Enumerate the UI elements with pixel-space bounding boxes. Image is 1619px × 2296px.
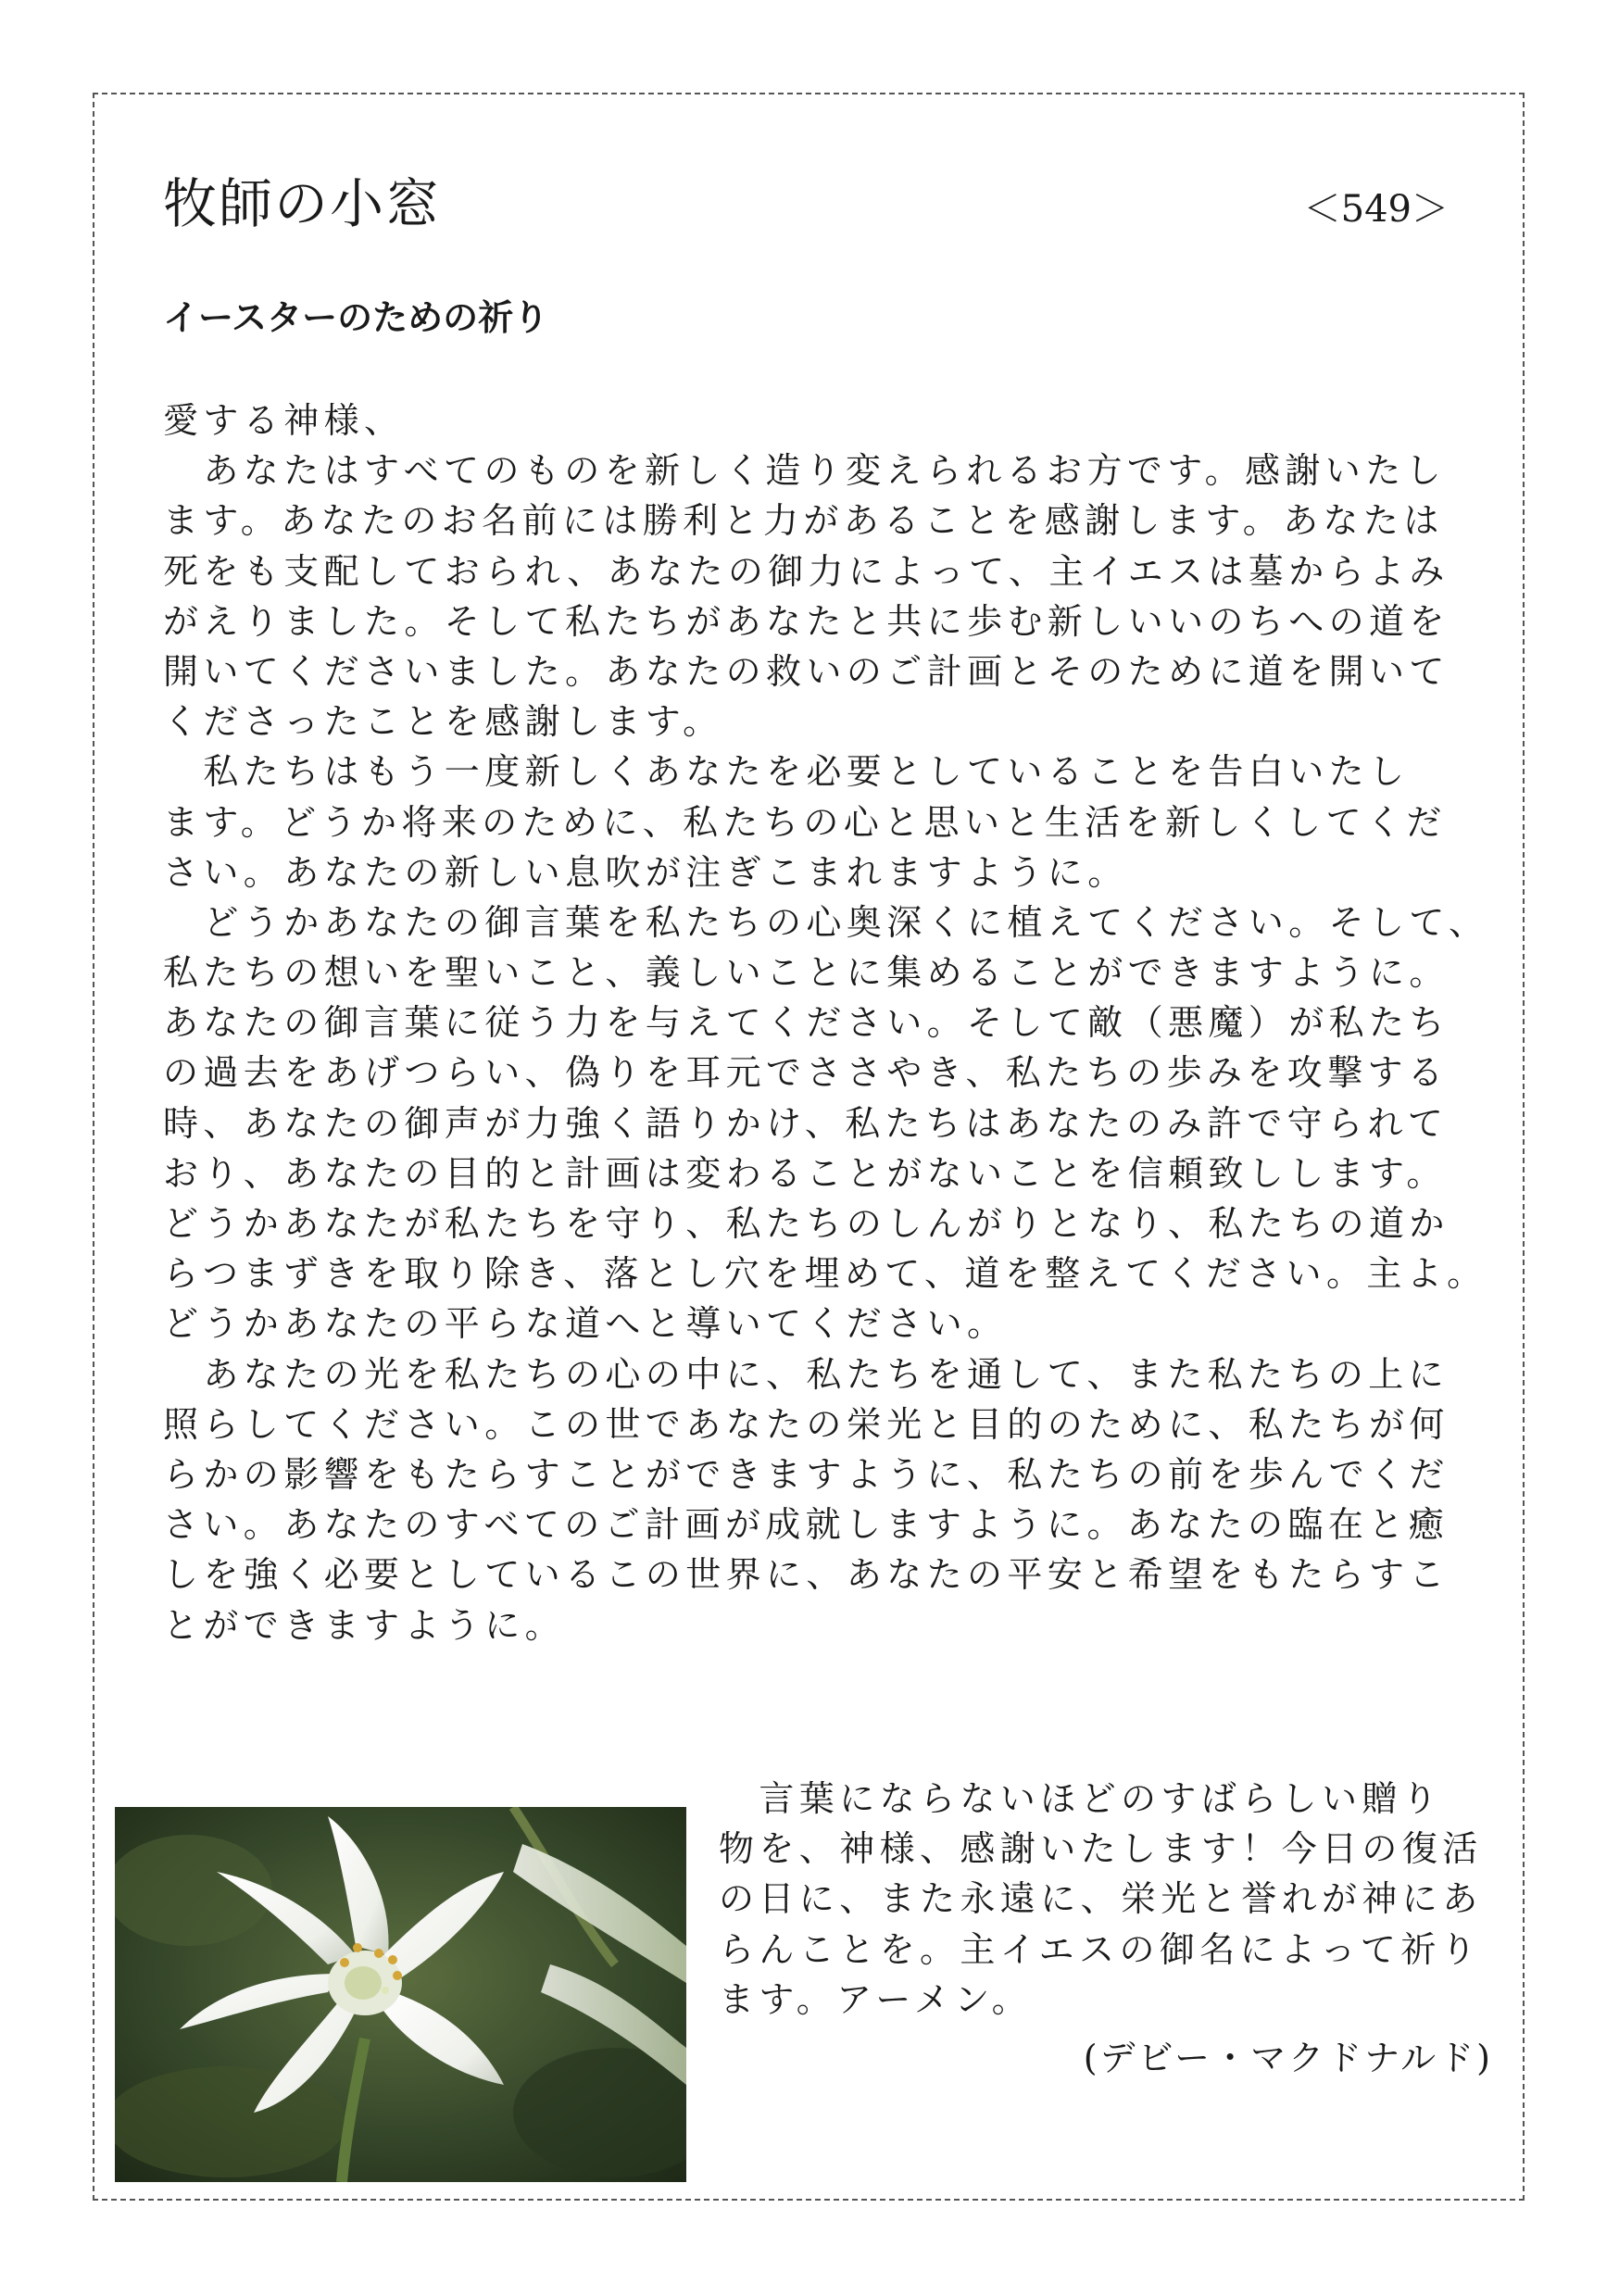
- closing-line: ます。アーメン。: [719, 1978, 1033, 2020]
- body-line: らつまずきを取り除き、落とし穴を埋めて、道を整えてください。主よ。: [163, 1253, 1487, 1295]
- author-credit: (デビー・マクドナルド): [1083, 2038, 1493, 2078]
- body-line: ます。あなたのお名前には勝利と力があることを感謝します。あなたは: [163, 500, 1444, 542]
- closing-line: の日に、また永遠に、栄光と誉れが神にあ: [719, 1878, 1483, 1920]
- body-line: おり、あなたの目的と計画は変わることがないことを信頼致しします。: [163, 1152, 1447, 1194]
- lily-photo: [115, 1807, 686, 2182]
- body-line: どうかあなたの御言葉を私たちの心奥深くに植えてください。そして、: [163, 901, 1489, 943]
- article-subtitle: イースターのための祈り: [163, 297, 549, 338]
- body-line: どうかあなたが私たちを守り、私たちのしんがりとなり、私たちの道か: [163, 1203, 1450, 1244]
- body-line: 愛する神様、: [163, 400, 405, 441]
- closing-prayer: [719, 1774, 1525, 2025]
- body-line: あなたはすべてのものを新しく造り変えられるお方です。感謝いたし: [163, 450, 1447, 492]
- body-line: 死をも支配しておられ、あなたの御力によって、主イエスは墓からよみ: [163, 550, 1450, 592]
- page-title: 牧師の小窓: [163, 172, 442, 235]
- closing-line: 言葉にならないほどのすばらしい贈り: [719, 1778, 1443, 1819]
- body-line: さい。あなたの新しい息吹が注ぎこまれますように。: [163, 851, 1128, 893]
- body-line: くださったことを感謝します。: [163, 701, 723, 743]
- body-line: ます。どうか将来のために、私たちの心と思いと生活を新しくしてくだ: [163, 801, 1447, 843]
- body-line: あなたの光を私たちの心の中に、私たちを通して、また私たちの上に: [163, 1353, 1450, 1395]
- body-line: しを強く必要としているこの世界に、あなたの平安と希望をもたらすこ: [163, 1554, 1450, 1596]
- body-line: あなたの御言葉に従う力を与えてください。そして敵（悪魔）が私たち: [163, 1002, 1450, 1044]
- body-line: とができますように。: [163, 1604, 566, 1646]
- body-line: どうかあなたの平らな道へと導いてください。: [163, 1303, 1008, 1345]
- issue-number: ＜549＞: [1303, 188, 1449, 231]
- body-line: 私たちはもう一度新しくあなたを必要としていることを告白いたし: [163, 751, 1410, 793]
- closing-line: 物を、神様、感謝いたします！今日の復活: [719, 1828, 1483, 1870]
- body-line: の過去をあげつらい、偽りを耳元でささやき、私たちの歩みを攻撃する: [163, 1052, 1449, 1094]
- body-line: がえりました。そして私たちがあなたと共に歩む新しいいのちへの道を: [163, 600, 1450, 642]
- prayer-body: [163, 395, 1525, 1650]
- body-line: さい。あなたのすべてのご計画が成就しますように。あなたの臨在と癒: [163, 1504, 1450, 1546]
- body-line: 開いてくださいました。あなたの救いのご計画とそのために道を開いて: [163, 650, 1450, 692]
- body-line: 時、あなたの御声が力強く語りかけ、私たちはあなたのみ許で守られて: [163, 1102, 1449, 1144]
- closing-line: らんことを。主イエスの御名によって祈り: [719, 1928, 1482, 1970]
- body-line: らかの影響をもたらすことができますように、私たちの前を歩んでくだ: [163, 1453, 1450, 1495]
- body-line: 照らしてください。この世であなたの栄光と目的のために、私たちが何: [163, 1403, 1450, 1445]
- body-line: 私たちの想いを聖いこと、義しいことに集めることができますように。: [163, 952, 1450, 994]
